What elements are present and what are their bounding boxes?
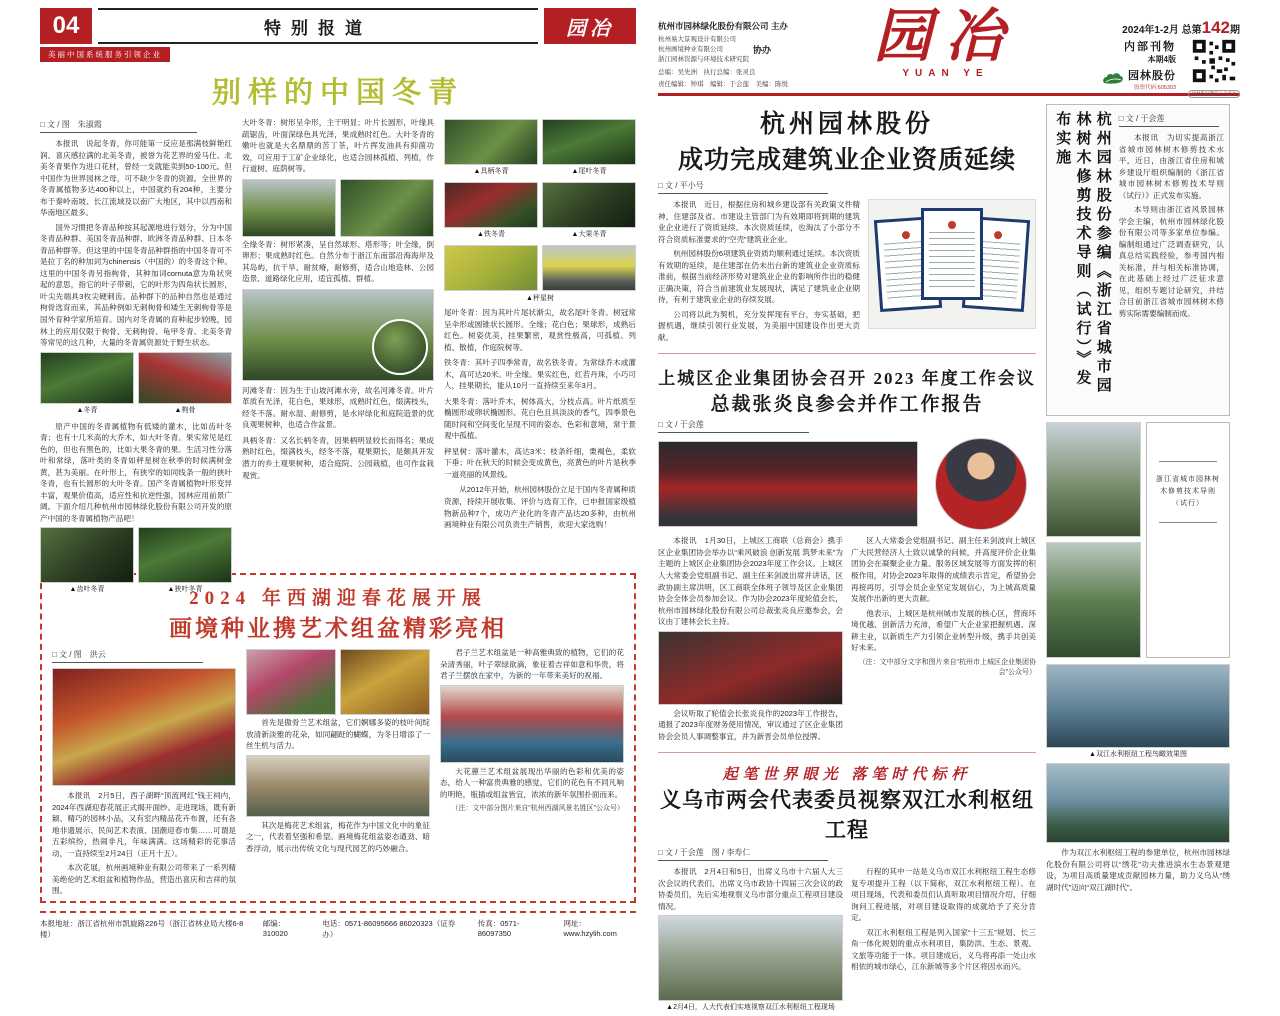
- guideline-vertical-title: 杭州园林股份参编《浙江省城市园林树木修剪技术导则（试行）》发布实施: [1054, 111, 1112, 396]
- shuangjiang-col-right: [851, 866, 1036, 1016]
- left-page-header: [40, 8, 636, 44]
- footer-phone: 电话：0571-86095666 86020323（证券办）: [322, 919, 456, 939]
- caption-jubing: ▲具柄冬青: [473, 168, 509, 175]
- greenhouse-photo-wrap: [242, 289, 434, 381]
- photo-camellia-pot: [440, 685, 624, 763]
- sidebar-closing-paragraph: 作为双江水利枢纽工程的参建单位，杭州市园林绿化股份有限公司将以“绣花”功夫推进滨水生态景观建设，为项目高质量建成贡献园林力量，助力义乌从“绣湖时代”迈向“双江湖时代”。: [1046, 848, 1230, 892]
- species-chengxing: 秤星树：落叶灌木，高达3米；枝条纤细，栗褐色，柔软下垂；叶在秋天的时候会变成黄色，亮黄色的叶片是秋季一道亮丽的风景线。: [444, 446, 636, 479]
- flower-show-byline: □ 文 / 图 洪云: [52, 649, 203, 663]
- photo-orchid-pot: [246, 649, 336, 715]
- species-quanyuan: 全缘冬青：树形紧凑，呈自然球形、塔形等；叶全缘，倒卵形；果成熟时红色。自然分布于浙江东南部沿海海岸及其岛屿，抗干旱、耐贫瘠，耐修剪，适合山地造林、公园造景、道路绿化应用，适宜孤植、群植。: [242, 239, 434, 284]
- shuangjiang-title: 义乌市两会代表委员视察双江水利枢纽工程: [660, 789, 1034, 843]
- page-right: [658, 4, 1240, 1016]
- species-photo-row: [444, 245, 636, 291]
- shuangjiang-caption: ▲2月4日，人大代表们实地视察双江水利枢纽工程现场: [666, 1004, 835, 1012]
- section-band: [98, 8, 538, 44]
- species-photo-row: [444, 182, 636, 243]
- flower-paragraph: 大花蕙兰艺术组盆展现出华丽的色彩和优美的姿态，给人一种富贵典雅的感觉，它们的花色有不同凡响的明艳，瓶插或组盆皆宜，浓浓的新年氛围扑面而来。: [440, 766, 624, 799]
- lake-photo-caption: ▲双江水利枢纽工程鸟瞰效果图: [1089, 751, 1187, 758]
- photo-riverside-view: [1046, 763, 1230, 843]
- sidebar-photo-stack: [1046, 422, 1141, 658]
- right-main-column: [658, 104, 1036, 1016]
- photo-garden-pavilion: [1046, 422, 1141, 537]
- right-page-body: [658, 104, 1240, 1016]
- section-title: 特别报道: [264, 18, 372, 38]
- guideline-text: [1119, 111, 1224, 409]
- photo-zhang-yanliang-portrait: [935, 438, 1027, 530]
- co-organizer-2: 杭州画境种业有限公司: [658, 45, 723, 53]
- footer-fax: 传真：0571-86097350: [477, 919, 520, 938]
- photo-plum-bonsai: [246, 755, 430, 817]
- holly-closing-paragraph: 从2012年开始，杭州园林股份立足于国内冬青属种质资源，持续开展收集、评价与选育工作，已申报国家级植物新品种7个，成功产业化的冬青产品达20多种，由杭州画境种业有限公司负责生产销售，欢迎大家选购！: [444, 485, 636, 530]
- qualification-paragraph: 本报讯 近日，根据住房和城乡建设部有关政策文件精神，住建部及省、市建设主管部门为有效期即将到期的建筑业企业进行了资质延续。本次资质延续，也淘汰了小部分不符合资质标准要求的“空壳”建筑业企业。: [658, 200, 860, 244]
- masthead-box: 园冶: [544, 8, 636, 44]
- issue-date: 2024年1-2月 总第: [1122, 25, 1202, 36]
- photo-shuangjiang-aerial: [1046, 664, 1230, 748]
- holly-col-3: [444, 117, 636, 565]
- photo-leaf-inset-circle: [372, 319, 428, 375]
- meeting-title-line1: 上城区企业集团协会召开 2023 年度工作会议: [658, 369, 1036, 389]
- co-organizer-1: 杭州易大景观设计有限公司: [658, 36, 736, 43]
- caption-daguo: ▲大果冬青: [571, 231, 607, 238]
- slogan-strip: 美丽中国系统服务引领企业: [40, 47, 170, 62]
- shuangjiang-col-left: [658, 866, 843, 1016]
- photo-festival-gate: [52, 668, 236, 786]
- species-photo-row: [444, 119, 636, 180]
- left-page-footer: [40, 911, 636, 940]
- article-divider: [658, 353, 1036, 354]
- qr-code-icon: [1191, 38, 1237, 84]
- book-cover-rule: [1159, 461, 1217, 462]
- holly-col-1: [40, 117, 232, 594]
- garden-shares-logo-icon: [1102, 72, 1124, 86]
- qr-code-block: [1188, 38, 1240, 98]
- meeting-byline: □ 文 / 于会莲: [658, 419, 809, 433]
- page-left: [40, 8, 636, 1016]
- co-organizer-label: 协办: [753, 45, 772, 56]
- footer-address: 本报地址：浙江省杭州市凯旋路226号（浙江省林业局大楼6-8楼）: [40, 919, 244, 939]
- guideline-paragraph: 本报讯 为切实提高浙江省城市园林树木修剪技术水平，近日，由浙江省住房和城乡建设厅组织编制的《浙江省城市园林树木修剪技术导则（试行）》正式发布实施。: [1118, 133, 1224, 200]
- editors-line-1: 总编：吴先洲 执行总编：张灵良: [658, 69, 756, 77]
- photo-chiye-dongqing: [40, 527, 134, 583]
- article-divider: [658, 752, 1036, 753]
- meeting-col-right: [851, 535, 1036, 745]
- sidebar-lake-block: [1046, 664, 1230, 759]
- book-cover-rule: [1159, 522, 1217, 523]
- qualification-text: [658, 199, 860, 346]
- publication-type: 内部刊物: [1124, 41, 1176, 53]
- organizer-line: 杭州市园林绿化股份有限公司 主办: [658, 21, 788, 31]
- caption-chengxing: ▲秤星树: [526, 295, 554, 302]
- stock-code: 股票代码:605303: [1134, 85, 1176, 91]
- photo-site-inspection: [658, 915, 843, 1001]
- flower-paragraph: 其次是梅花艺术组盆，梅花作为中国文化中的象征之一，代表着坚强和希望。画境梅花组盆姿态遒劲、暗香浮动，展示出传统文化与现代园艺的巧妙融合。: [246, 820, 430, 853]
- right-sidebar-column: [1046, 104, 1230, 1016]
- shuangjiang-paragraph: 双江水利枢纽工程是列入国家“十三五”规划、长三角一体化规划的重点水利项目，集防洪、生态、景观、文旅等功能于一体。项目建成后，义乌将再添一处山水相依的城市绿心，江东新城等多个片区将因水而兴。: [851, 927, 1036, 972]
- co-organizers: [658, 35, 833, 64]
- flower-photo-row: [246, 649, 430, 715]
- meeting-paragraph: 本报讯 1月30日，上城区工商联（总商会）携手区企业集团协会举办以“乘风破浪 创新发展 筑梦未来”为主题的上城区企业集团协会2023年度工作会议。上城区人大常委会党组副书记、副主任来剑波出席并讲话，区政协副主席洪明，区工商联全体班子领导及区企业集团协会全体会员参加会议。作为协会2023年度轮值会长，杭州市园林绿化股份有限公司总裁张炎良应邀参会，会议由丁建林会长主持。: [658, 536, 843, 627]
- photo-dongqing: [40, 352, 134, 404]
- issue-number: 142: [1201, 18, 1230, 37]
- guideline-paragraph: 本导则由浙江省风景园林学会主编，杭州市园林绿化股份有限公司等多家单位参编。编制组通过广泛调查研究，认真总结实践经验，参考国内相关标准，并与相关标准协调，在此基础上经过广泛征求意见，组织专题讨论研究，并结合目前浙江省城市园林树木修剪实际需要编制而成。: [1118, 205, 1224, 318]
- photo-chengxing-1: [444, 245, 538, 291]
- photo-certificates: [868, 199, 1036, 329]
- species-daguo: 大果冬青：落叶乔木，树体高大，分枝点高。叶片纸质至椭圆形或卵状椭圆形。花白色且具淡淡的香气，四季景色随时间和空间变化呈现不同的姿态、色彩和意境，常于景观中孤植。: [444, 396, 636, 441]
- qualification-paragraph: 杭州园林股份6项建筑业资质均顺利通过延续。本次资质有效期的延续，是住建部在仍未出台新的建筑业企业资质标准前，根据当前经济形势对建筑业企业的影响所作出的稳健正确决策，符合当前建筑业发展现状，满足了建筑业企业期待，有利于建筑业企业的存续发展。: [658, 249, 860, 305]
- issue-block: [1058, 8, 1240, 98]
- brand-row: [1102, 67, 1176, 91]
- flower-col-1: [52, 647, 236, 899]
- meeting-paragraph: 区人大常委会党组副书记、副主任来剑波向上城区广大民营经济人士致以诚挚的问候，并高度评价企业集团协会在凝聚企业力量、服务区域发展等方面发挥的积极作用，对协会2023年取得的成绩表示肯定，希望协会再接再厉，引导会员企业坚定发展信心，为上城高质量发展作出新的更大贡献。: [851, 536, 1036, 604]
- species-weiye: 尾叶冬青：因为其叶片尾状渐尖，故名尾叶冬青。树冠常呈伞形或圆锥状长圆形。全缘；花白色；果球形，成熟后红色。树姿优美，挂果繁密，观赏性极高，可孤植、列植、散植，作庭院树等。: [444, 308, 636, 352]
- photo-tie-dongqing: [444, 182, 538, 228]
- flower-show-title-line1: 2024 年西湖迎春花展开展: [189, 588, 487, 609]
- shuangjiang-byline: □ 文 / 于会莲 图 / 李寿仁: [658, 847, 828, 861]
- editors-line-2: 责任编辑：钟琪 编辑：于会莲 美编：陈悦: [658, 81, 788, 89]
- meeting-paragraph: 他表示，上城区是杭州城市发展的核心区，营商环境优越、创新活力充沛，希望广大企业家把握机遇、深耕主业，以新质生产力引领企业转型升级，携手共创美好未来。: [851, 608, 1036, 653]
- article-shuangjiang: [658, 763, 1036, 1016]
- photo-gold-display: [340, 649, 430, 715]
- caption-gougu: ▲枸骨: [174, 406, 196, 414]
- caption-xiaye: ▲狭叶冬青: [167, 586, 203, 594]
- newspaper-title: 园冶: [873, 4, 1018, 69]
- issue-suffix: 期: [1230, 25, 1240, 36]
- footer-website: 网址：www.hzylih.com: [563, 919, 617, 938]
- book-cover-title: 浙江省城市园林树木修剪技术导则（试行）: [1156, 476, 1220, 507]
- holly-paragraph: 国外习惯把冬青品种按其起源地进行划分，分为中国冬青品种群、美国冬青品种群、欧洲冬青品种群、日本冬青品种群等。但这里的中国冬青品种群指的中国冬青可不是拉丁名的种加词为chinensis（中国的）的冬青这个种。这里的中国冬青另指枸骨，其种加词cornuta意为角状突起的意思，指它的叶子带刺，它的叶形为四角状长圆形，叶尖先端具3枚尖硬刺齿。品种群下的品种自然也是通过枸骨选育而来，其品种例如无刺枸骨和矮生无刺枸骨等是国外育种学家所培育。国内对冬青属的育种起步较晚，园林上的应用仅限于枸骨、无刺枸骨、龟甲冬青、北美冬青等常见的这几种，大量的冬青属资源处于野生状态。: [40, 222, 232, 348]
- article-holly-title: 别样的中国冬青: [211, 77, 464, 109]
- meeting-note: （注：文中部分文字和图片来自“杭州市上城区企业集团协会”公众号）: [858, 658, 1036, 676]
- qualification-byline: □ 文 / 平小号: [658, 180, 828, 194]
- holly-photo-row: [40, 352, 232, 419]
- caption-chiye: ▲齿叶冬青: [69, 586, 105, 594]
- qr-caption: 园林股份微信公众平台: [1188, 90, 1240, 98]
- caption-dongqing: ▲冬青: [76, 406, 98, 414]
- issue-line: [1058, 18, 1240, 38]
- caption-weiye: ▲尾叶冬青: [571, 168, 607, 175]
- photo-gougu: [138, 352, 232, 404]
- newspaper-title-wrap: [833, 4, 1058, 79]
- species-tie: 铁冬青：其叶子四季常青，故名铁冬青。为常绿乔木或灌木，高可达20米。叶全缘。果实红色，红若丹珠，小巧可人，挂果期长，能从10月一直持续至来年3月。: [444, 358, 636, 391]
- article-holly-byline: □ 文 / 图 朱淑霞: [40, 119, 197, 133]
- caption-tie: ▲铁冬青: [477, 231, 505, 238]
- photo-jubing-dongqing: [444, 119, 538, 165]
- shuangjiang-kicker: 起笔世界眼光 落笔时代标杆: [722, 767, 972, 784]
- edition-count: 本期4版: [1147, 55, 1176, 64]
- article-holly-columns: [40, 117, 636, 594]
- right-masthead: [658, 4, 1240, 96]
- holly-paragraph: 本报讯 说起冬青，你可能第一反应是那满枝鲜艳红润、喜庆感拉满的北美冬青，被誉为花艺界的爱马仕。北美冬青果作为进口花材，曾经一支就能卖到50-100元。但中国作为世界园林之母，可不缺少冬青的资源。全世界的冬青属植物多达400种以上，中国就约有204种，主要分布于秦岭南坡、长江流域及以南广大地区，其中以西南和华南地区最多。: [40, 139, 232, 218]
- flower-paragraph: 君子兰艺术组盆是一种高雅典致的植物，它们的花朵清秀丽，叶子翠绿欲滴，象征着吉祥如意和华贵，将君子兰摆放在家中，为新的一年带来美好的祝福。: [440, 648, 624, 681]
- holly-paragraph: 原产中国的冬青属植物有低矮的灌木，比如齿叶冬青；也有十几米高的大乔木，如大叶冬青。果实常见是红色的，但也有黑色的，比如大果冬青的果。生活习性分落叶和常绿，落叶类的冬青如秤星树在秋季的时候满树金黄，甚为美丽。在叶形上，有狭窄的如同线条一般的狭叶冬青，也有长圆形的大叶冬青。国产冬青属植物叶形变异丰富，观果价值高，适应性和抗逆性强，园林应用前景广阔。下面介绍几种杭州市园林绿化股份有限公司开发的原产中国的冬青属植物产品吧！: [40, 421, 232, 523]
- photo-nursery-2: [340, 179, 434, 237]
- sidebar-article-guideline: [1046, 104, 1230, 416]
- photo-nursery-1: [242, 179, 336, 237]
- meeting-title-line2: 总裁张炎良参会并作工作报告: [710, 394, 984, 416]
- photo-garden-scene: [1046, 542, 1141, 658]
- shuangjiang-paragraph: 行程的其中一站是义乌市双江水利枢纽工程生态修复专项提升工程（以下简称，双江水利枢纽工程）。在项目现场，代表和委员们认真听取项目情况介绍，仔细询问工程进展，对项目建设取得的成就给予了充分肯定。: [851, 867, 1036, 923]
- flower-show-columns: [52, 647, 624, 899]
- qualification-paragraph: 公司将以此为契机，充分发挥现有平台，夯实基础，把握机遇，继续引领行业发展，为美丽中国建设作出更大贡献。: [658, 309, 860, 342]
- species-jubing: 具柄冬青：又名长柄冬青，因果柄明显较长而得名；果成熟时红色，缀满枝头，经冬不落，观果期长，是颇具开发潜力的乡土观果树种，适合庭院、公园栽植，也可作盆栽观赏。: [242, 435, 434, 480]
- photo-daguo-dongqing: [542, 182, 636, 228]
- footer-postcode: 邮编：310020: [262, 919, 288, 938]
- page-number: 04: [40, 8, 92, 44]
- co-organizer-3: 浙江园林资源与环境技术研究院: [658, 55, 749, 63]
- photo-meeting-room: [658, 441, 918, 527]
- photo-xiaye-dongqing: [138, 527, 232, 583]
- flower-show-note: （注：文中部分图片来自“杭州西湖风景名胜区”公众号）: [451, 805, 624, 813]
- flower-col-3: [440, 647, 624, 899]
- article-qualification: [658, 104, 1036, 346]
- flower-paragraph: 本报讯 2月5日，西子湖畔“顶流网红”钱王祠内，2024年西湖迎春花展正式揭开面纱。走进现场，既有新颖、精巧的园林小品，又有室内精品花卉布置，还有各地非遗展示、民间艺术表演、国潮迎春市集……可谓是五彩缤纷，热闹非凡，年味满满。这场精彩的花事活动，一直持续至2月24日（正月十五）。: [52, 791, 236, 858]
- holly-col-2: [242, 117, 434, 565]
- portrait-wrap: [926, 438, 1036, 530]
- guideline-book-cover: [1146, 422, 1230, 658]
- masthead-credits: [658, 8, 833, 88]
- flower-show-title-line2: 画境种业携艺术组盆精彩亮相: [169, 615, 507, 641]
- species-hetan: 河滩冬青：因为生于山坡河滩水旁，故名河滩冬青。叶片革质有光泽，花白色，果球形，成熟时红色，缀满枝头，经冬不落。耐水湿、耐修剪，是水岸绿化和庭院造景的优良观果树种，也适合作盆景。: [242, 385, 434, 430]
- flower-paragraph: 本次花展，杭州画境种业有限公司带来了一系列精美绝伦的艺术组盆和植物作品，营造出喜庆和吉祥的氛围。: [52, 863, 236, 896]
- flower-col-2: [246, 647, 430, 899]
- article-flower-show: [40, 573, 636, 903]
- shuangjiang-paragraph: 本报讯 2月4日和5日，出席义乌市十六届人大三次会议的代表们、出席义乌市政协十四届三次会议的政协委员们，先后实地视察义乌市部分重点工程项目建设情况。: [658, 867, 843, 911]
- flower-paragraph: 首先是傲骨兰艺术组盆，它们婀娜多姿的枝叶间绽放清新淡雅的花朵，如同翩跹的蝴蝶，为冬日增添了一丝生机与活力。: [246, 718, 430, 751]
- qualification-title-line1: 杭州园林股份: [759, 110, 934, 138]
- guideline-byline: □ 文 / 于会莲: [1119, 113, 1219, 127]
- article-holly: [40, 70, 636, 594]
- photo-chengxing-2: [542, 245, 636, 291]
- sidebar-media-row: [1046, 422, 1230, 658]
- photo-weiye-dongqing: [542, 119, 636, 165]
- article-association-meeting: [658, 364, 1036, 745]
- newspaper-title-pinyin: YUAN YE: [902, 68, 989, 79]
- species-daye: 大叶冬青：树形呈伞形，主干明显；叶片长圆形，叶缘具疏锯齿，叶面深绿色具光泽，果成熟时红色。大叶冬青的嫩叶也就是大名鼎鼎的苦丁茶，叶片挥发油具有抑菌功效，可应用于工矿企业绿化，也适合园林孤植、列植，作行道树、庭荫树等。: [242, 118, 434, 174]
- nursery-photo-row: [242, 179, 434, 237]
- meeting-paragraph: 会议听取了轮值会长张炎良作的2023年工作报告，通报了2023年度财务使用情况，审议通过了区企业集团协会会员人事调整事宜，并为新晋会员单位授牌。: [658, 708, 843, 741]
- meeting-col-left: [658, 535, 843, 745]
- photo-discussion: [658, 631, 843, 705]
- brand-name: 园林股份: [1128, 70, 1176, 82]
- qualification-title-line2: 成功完成建筑业企业资质延续: [677, 146, 1016, 174]
